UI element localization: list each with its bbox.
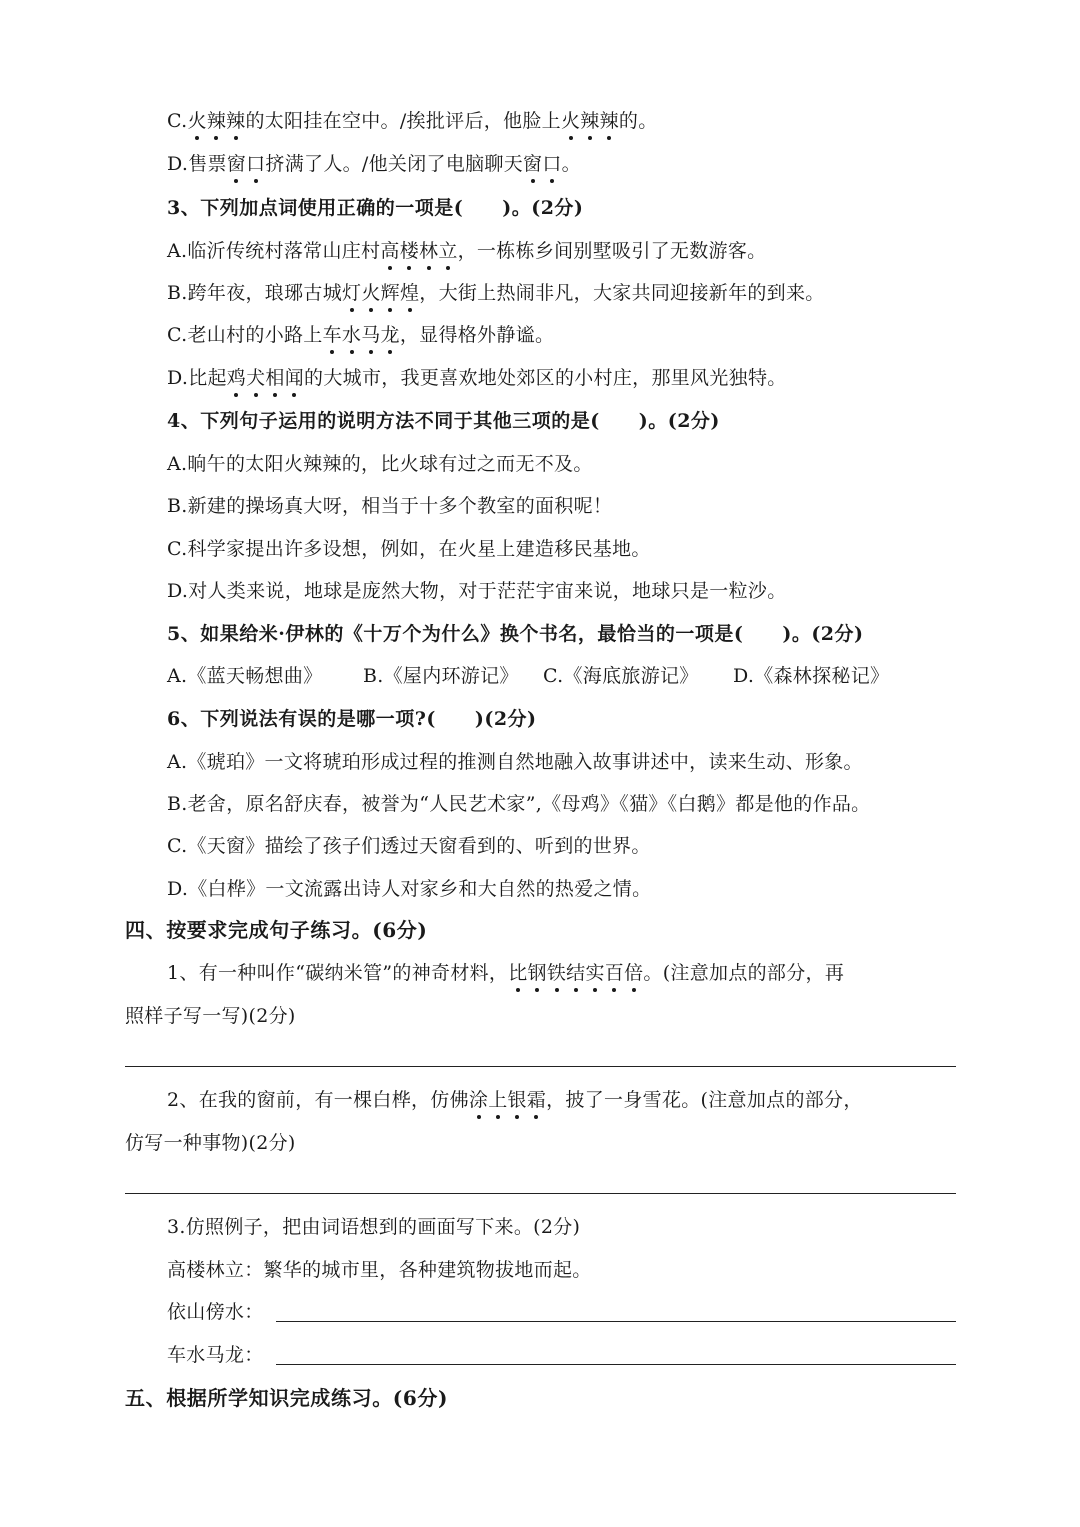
section-4-title: 四、按要求完成句子练习。(6分) xyxy=(125,918,428,942)
q5-options xyxy=(167,663,889,689)
q5-stem: 5、如果给米·伊林的《十万个为什么》换个书名，最恰当的一项是( )。(2分) xyxy=(167,623,864,645)
blank-label-2: 车水马龙： xyxy=(167,1344,264,1366)
q2-option-c: C.火辣辣的太阳挂在空中。/挨批评后，他脸上火辣辣的。 xyxy=(167,110,658,132)
q6-option-c: C.《天窗》描绘了孩子们透过天窗看到的、听到的世界。 xyxy=(167,835,651,857)
q2-option-d: D.售票窗口挤满了人。/他关闭了电脑聊天窗口。 xyxy=(167,153,581,175)
answer-line-2[interactable] xyxy=(125,1193,956,1194)
sec4-item-1-cont: 照样子写一写)(2分) xyxy=(125,1005,296,1027)
q6-stem: 6、下列说法有误的是哪一项?( )(2分) xyxy=(167,708,537,730)
dotted-word: 车水马龙 xyxy=(322,324,400,346)
answer-line-3[interactable] xyxy=(276,1321,956,1322)
q6-option-d: D.《白桦》一文流露出诗人对家乡和大自然的热爱之情。 xyxy=(167,878,652,900)
dotted-word: 灯火辉煌 xyxy=(342,282,420,304)
dotted-word: 火辣辣 xyxy=(187,110,246,132)
q3-option-b: B.跨年夜，琅琊古城灯火辉煌，大街上热闹非凡，大家共同迎接新年的到来。 xyxy=(167,282,825,304)
dotted-word: 窗口 xyxy=(226,153,266,175)
sec4-item-3: 3.仿照例子，把由词语想到的画面写下来。(2分) xyxy=(167,1216,581,1238)
q5-option-b: B.《屋内环游记》 xyxy=(363,665,519,687)
q5-option-d: D.《森林探秘记》 xyxy=(733,665,890,687)
q3-option-c: C.老山村的小路上车水马龙，显得格外静谧。 xyxy=(167,324,555,346)
dotted-word: 比钢铁结实百倍 xyxy=(508,962,644,984)
blank-label-1: 依山傍水： xyxy=(167,1301,264,1323)
q4-option-c: C.科学家提出许多设想，例如，在火星上建造移民基地。 xyxy=(167,538,651,560)
q6-option-a: A.《琥珀》一文将琥珀形成过程的推测自然地融入故事讲述中，读来生动、形象。 xyxy=(167,751,863,773)
q4-option-b: B.新建的操场真大呀，相当于十多个教室的面积呢！ xyxy=(167,495,613,517)
q3-stem: 3、下列加点词使用正确的一项是( )。(2分) xyxy=(167,197,584,219)
dotted-word: 鸡犬相闻 xyxy=(226,367,305,389)
q5-option-a: A.《蓝天畅想曲》 xyxy=(167,665,323,687)
q3-option-d: D.比起鸡犬相闻的大城市，我更喜欢地处郊区的小村庄，那里风光独特。 xyxy=(167,367,787,389)
dotted-word: 窗口 xyxy=(523,153,562,175)
dotted-word: 高楼林立 xyxy=(380,240,458,262)
q6-option-b: B.老舍，原名舒庆春，被誉为“人民艺术家”,《母鸡》《猫》《白鹅》都是他的作品。 xyxy=(167,793,871,815)
q4-option-d: D.对人类来说，地球是庞然大物，对于茫茫宇宙来说，地球只是一粒沙。 xyxy=(167,580,787,602)
sec4-item-3-example: 高楼林立：繁华的城市里，各种建筑物拔地而起。 xyxy=(167,1259,592,1281)
answer-line-4[interactable] xyxy=(276,1364,956,1365)
sec4-item-2: 2、在我的窗前，有一棵白桦，仿佛涂上银霜，披了一身雪花。(注意加点的部分， xyxy=(167,1089,863,1111)
dotted-word: 火辣辣 xyxy=(560,110,619,132)
q3-option-a: A.临沂传统村落常山庄村高楼林立，一栋栋乡间别墅吸引了无数游客。 xyxy=(167,240,767,262)
q5-option-c: C.《海底旅游记》 xyxy=(543,665,699,687)
sec4-item-1: 1、有一种叫作“碳纳米管”的神奇材料，比钢铁结实百倍。(注意加点的部分，再 xyxy=(167,962,845,984)
answer-line-1[interactable] xyxy=(125,1066,956,1067)
dotted-word: 涂上银霜 xyxy=(468,1089,547,1111)
q4-stem: 4、下列句子运用的说明方法不同于其他三项的是( )。(2分) xyxy=(167,410,720,432)
q4-option-a: A.晌午的太阳火辣辣的，比火球有过之而无不及。 xyxy=(167,453,593,475)
sec4-item-2-cont: 仿写一种事物)(2分) xyxy=(125,1132,296,1154)
section-5-title: 五、根据所学知识完成练习。(6分) xyxy=(125,1386,449,1410)
